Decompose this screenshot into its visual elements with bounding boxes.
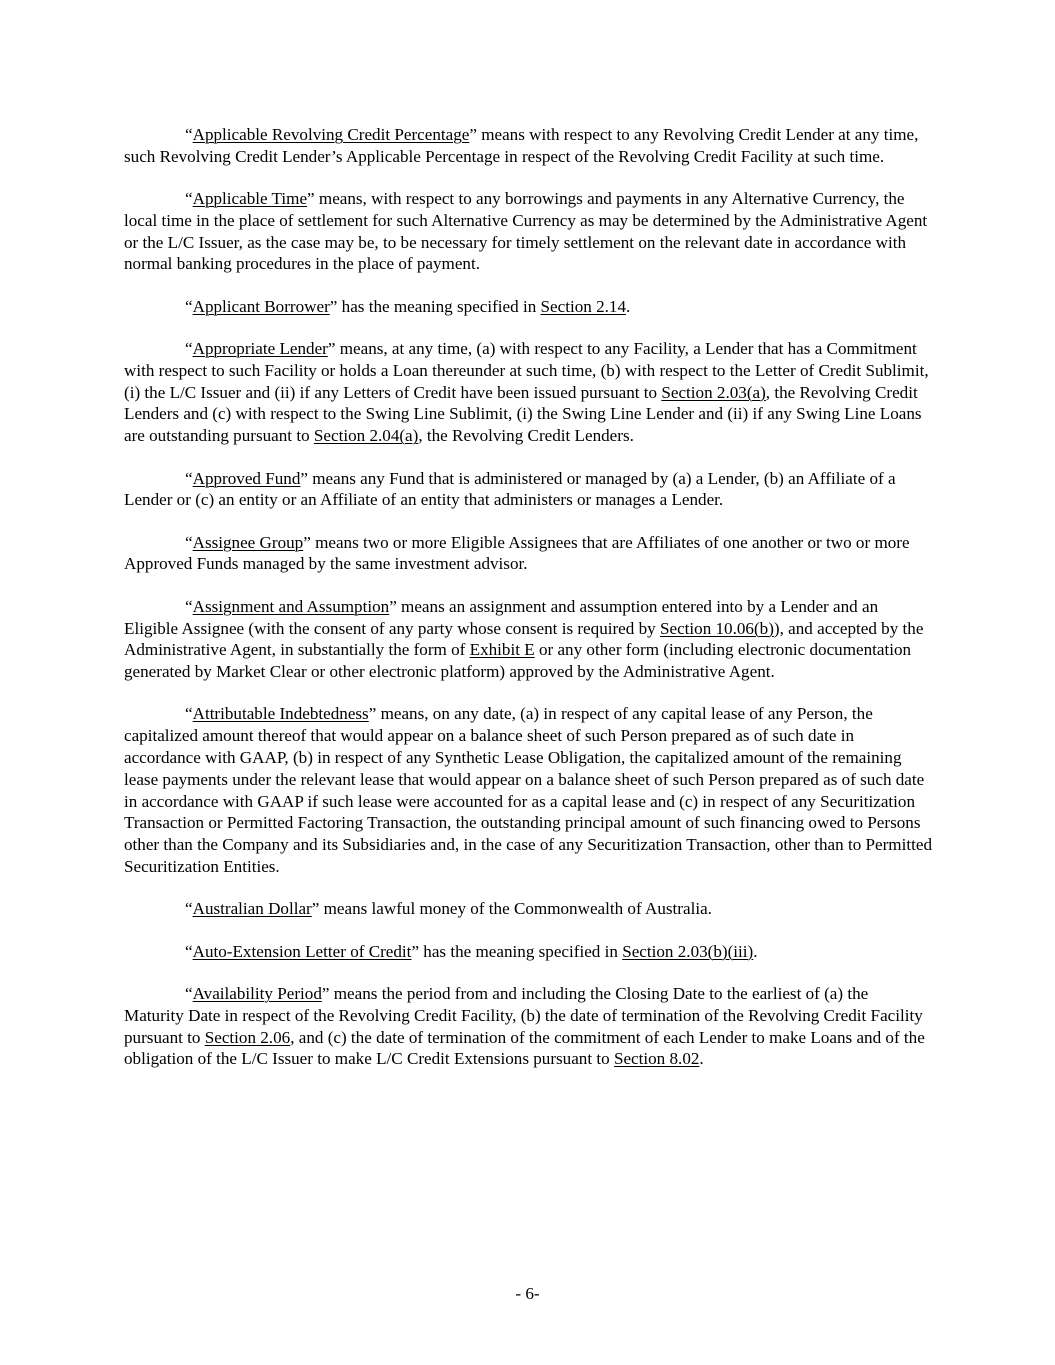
section-reference: Section 8.02 (613, 1049, 700, 1069)
definition-auto-extension-letter-of-credit (124, 941, 932, 963)
defined-term: Australian Dollar (192, 899, 312, 919)
section-reference: Section 2.04(a) (313, 426, 419, 446)
definition-text: or any other form (including electronic documentation generated by Market Clear or other electronic platform) approved by the Administrative Agent. (124, 640, 912, 682)
definition-text: , and (c) the date of termination of the commitment of each Lender to make Loans and of the obligation of the L/C Issuer to make L/C Credit Extensions pursuant to (124, 1027, 925, 1069)
defined-term: Auto-Extension Letter of Credit (192, 941, 412, 961)
definition-availability-period (124, 983, 932, 1070)
definition-text: “ (185, 468, 193, 488)
definition-australian-dollar (124, 898, 932, 920)
definition-text: “ (185, 189, 193, 209)
defined-term: Attributable Indebtedness (192, 704, 369, 724)
definition-text: ” means with respect to any Revolving Credit Lender at any time, such Revolving Credit Lender’s Applicable Percentage in respect of the Revolving Credit Facility at such time. (124, 125, 919, 166)
definition-text: “ (185, 983, 193, 1003)
definition-text: ” has the meaning specified in (411, 941, 623, 961)
definition-text: “ (185, 532, 193, 552)
definition-text: “ (185, 899, 193, 919)
definition-text: ” has the meaning specified in (329, 296, 541, 316)
definition-applicant-borrower (124, 296, 932, 318)
defined-term: Appropriate Lender (192, 339, 328, 359)
definition-text: . (626, 296, 631, 316)
definition-applicable-revolving-credit-percentage (124, 124, 932, 168)
definition-text: “ (185, 596, 193, 616)
definition-text: “ (185, 296, 193, 316)
definition-text: ” means any Fund that is administered or managed by (a) a Lender, (b) an Affiliate of a Lender or (c) an entity or an Affiliate of an entity that administers or manages a Lender. (124, 468, 896, 510)
definition-text: “ (185, 941, 193, 961)
section-reference: Section 10.06(b) (659, 618, 774, 638)
definition-text: ” means two or more Eligible Assignees that are Affiliates of one another or two or more Approved Funds managed by the same investment advisor. (124, 532, 910, 574)
definition-text: ” means, on any date, (a) in respect of any capital lease of any Person, the capitalized amount thereof that would appear on a balance sheet of such Person prepared as of such date in accordance with GAAP, (b) in respect of any Synthetic Lease Obligation, the capitalized amount of the remaining lease payments under the relevant lease that would appear on a balance sheet of such Person prepared as of such date in accordance with GAAP if such lease were accounted for as a capital lease and (c) in respect of any Securitization Transaction or Permitted Factoring Transaction, the outstanding principal amount of such financing owed to Persons other than the Company and its Subsidiaries and, in the case of any Securitization Transaction, other than to Permitted Securitization Entities. (124, 704, 932, 877)
section-reference: Section 2.06 (204, 1027, 291, 1047)
defined-term: Applicant Borrower (192, 296, 330, 316)
section-reference: Exhibit E (469, 640, 535, 660)
definition-text: “ (185, 704, 193, 724)
definition-text: “ (185, 125, 193, 144)
definition-text: , the Revolving Credit Lenders. (418, 426, 634, 446)
definition-text: ” means an assignment and assumption entered into by a Lender and an Eligible Assignee (with the consent of any party whose consent is required by (124, 596, 879, 638)
definition-text: ” means lawful money of the Commonwealth of Australia. (311, 899, 712, 919)
definition-assignment-and-assumption (124, 596, 932, 683)
definition-text: . (753, 941, 758, 961)
section-reference: Section 2.03(b)(iii) (622, 941, 754, 961)
defined-term: Assignee Group (192, 532, 304, 552)
definition-text: ” means the period from and including the Closing Date to the earliest of (a) the Maturity Date in respect of the Revolving Credit Facility, (b) the date of termination of the Revolving Credit Facility pursuant to (124, 983, 923, 1047)
definition-text: ), and accepted by the Administrative Agent, in substantially the form of (124, 618, 924, 660)
definition-assignee-group (124, 532, 932, 576)
defined-term: Applicable Time (192, 189, 308, 209)
section-reference: Section 2.14 (540, 296, 627, 316)
section-reference: Section 2.03(a) (661, 382, 766, 402)
definition-text: ” means, at any time, (a) with respect to any Facility, a Lender that has a Commitment with respect to such Facility or holds a Loan thereunder at such time, (b) with respect to the Letter of Credit Sublimit, (i) the L/C Issuer and (ii) if any Letters of Credit have been issued pursuant to (124, 339, 929, 402)
defined-term: Availability Period (192, 983, 322, 1003)
definition-attributable-indebtedness (124, 703, 932, 877)
definition-approved-fund (124, 468, 932, 512)
page-number: - 6- (515, 1284, 540, 1303)
definition-appropriate-lender (124, 338, 932, 447)
defined-term: Approved Fund (192, 468, 301, 488)
defined-term: Applicable Revolving Credit Percentage (192, 125, 470, 144)
defined-term: Assignment and Assumption (192, 596, 390, 616)
definition-text: ” means, with respect to any borrowings and payments in any Alternative Currency, the local time in the place of settlement for such Alternative Currency as may be determined by the Administrative Agent or the L/C Issuer, as the case may be, to be necessary for timely settlement on the relevant date in accordance with normal banking procedures in the place of payment. (124, 189, 928, 274)
definitions-list (124, 124, 932, 1091)
definition-text: “ (185, 339, 193, 359)
definition-applicable-time (124, 188, 932, 275)
definition-text: . (699, 1049, 704, 1069)
definition-text: , the Revolving Credit Lenders and (c) with respect to the Swing Line Sublimit, (i) the Swing Line Lender and (ii) if any Swing Line Loans are outstanding pursuant to (124, 382, 922, 446)
